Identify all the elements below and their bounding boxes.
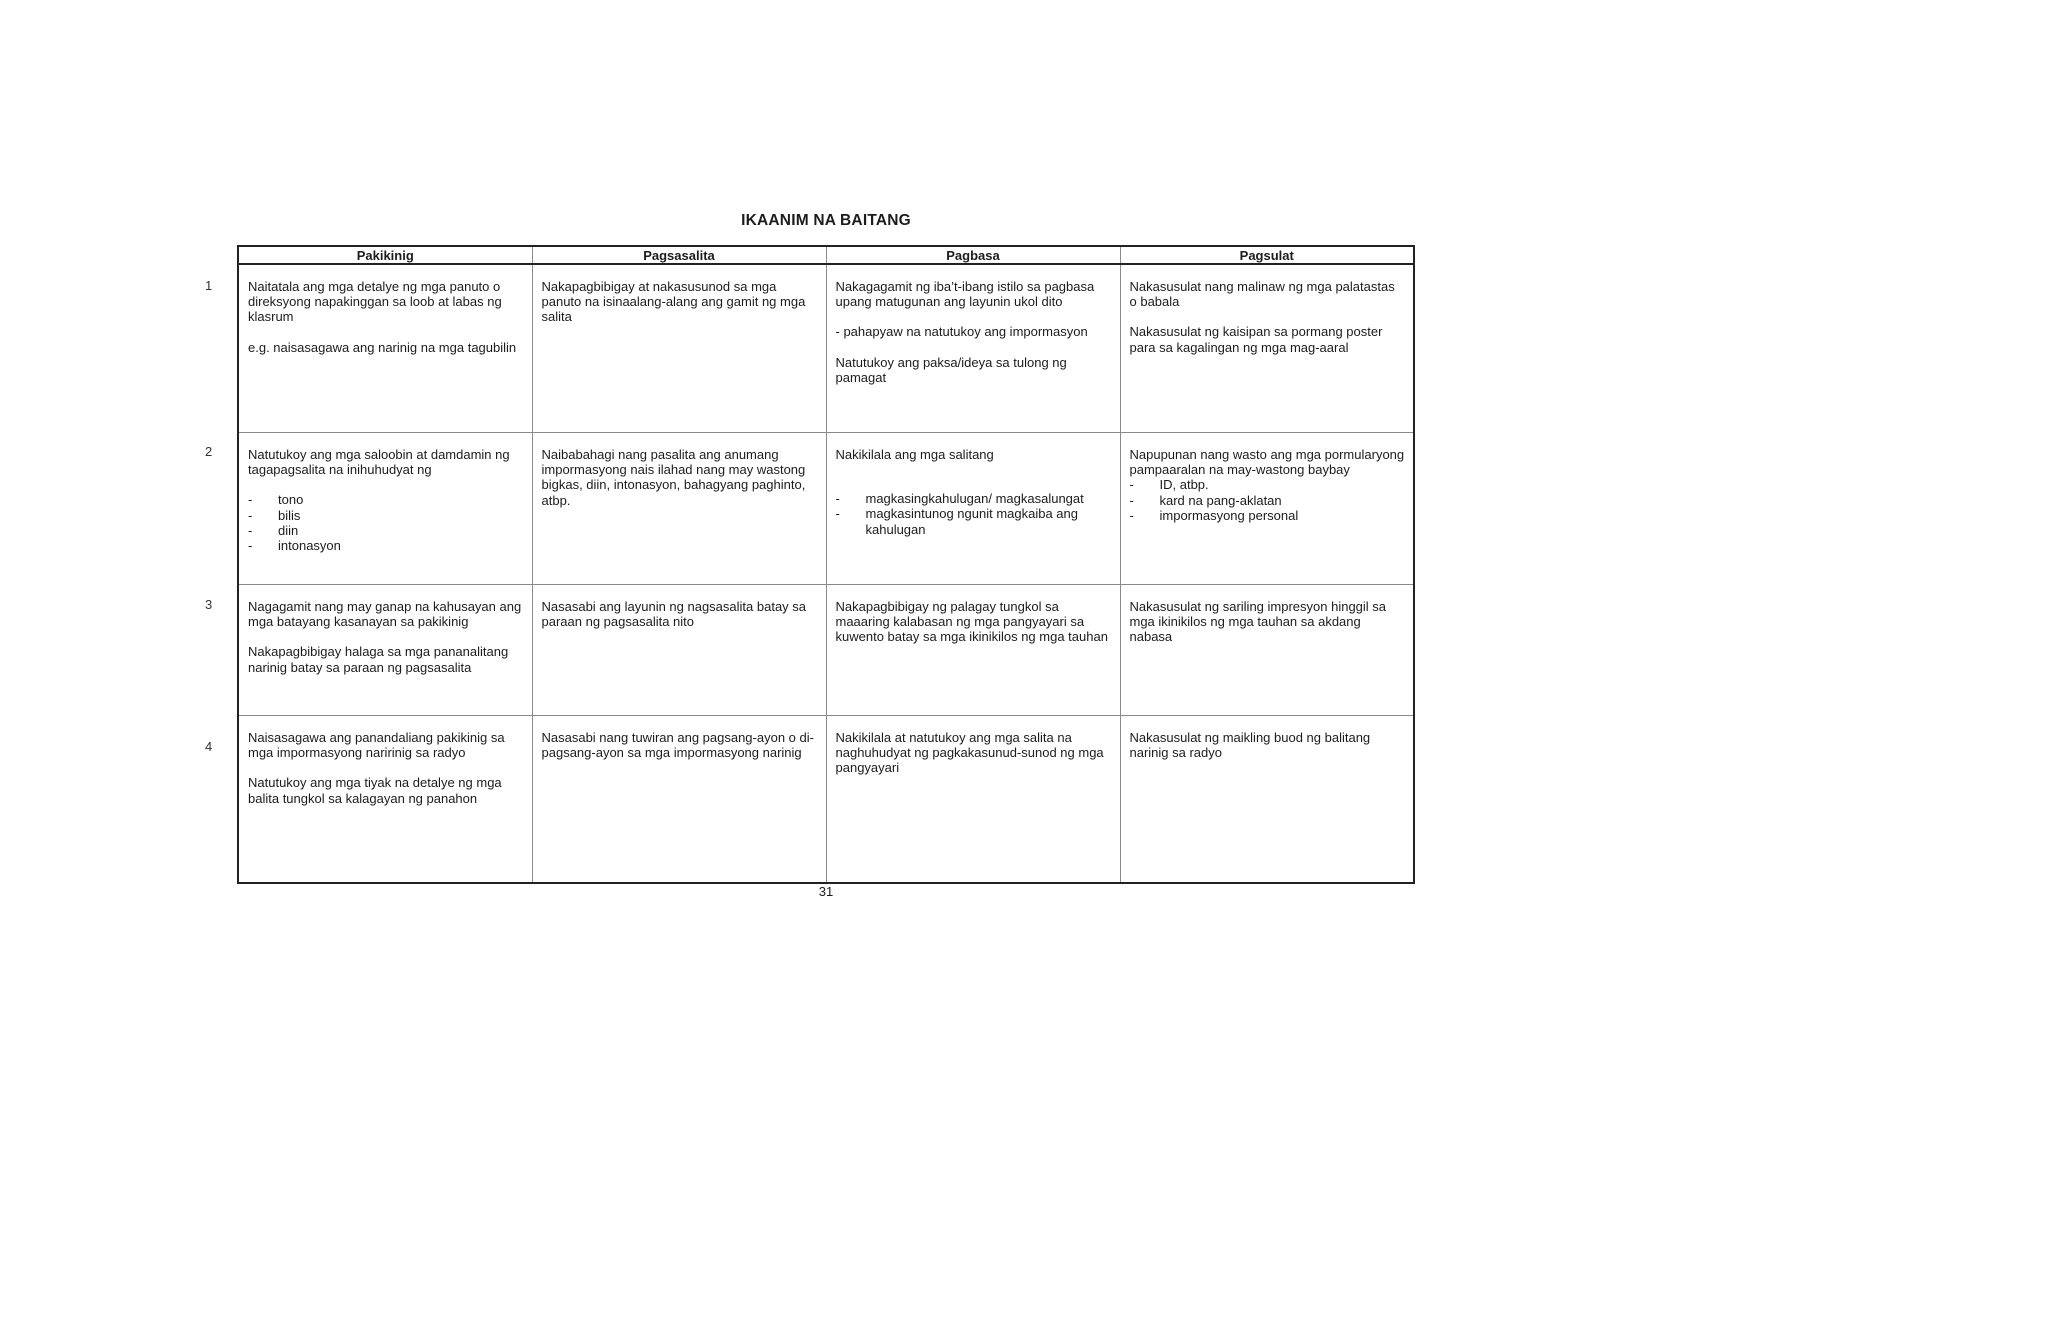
curriculum-table [237, 245, 1415, 884]
cell-text: Nakikilala at natutukoy ang mga salita na naghuhudyat ng pagkakasunud-sunod ng mga pangyayari [835, 730, 1104, 776]
cell-text: Nasasabi nang tuwiran ang pagsang-ayon o di-pagsang-ayon sa mga impormasyong narinig [541, 730, 814, 761]
table-row [238, 433, 1414, 585]
list-item: - kard na pang-aklatan [1130, 493, 1406, 508]
cell-text: Napupunan nang wasto ang mga pormularyong pampaaralan na may-wastong baybay [1129, 447, 1405, 478]
cell-pakikinig [238, 716, 532, 884]
cell-pakikinig [238, 264, 532, 433]
cell-text: Nakagagamit ng iba’t-ibang istilo sa pagbasa upang matugunan ang layunin ukol dito [835, 279, 1095, 310]
cell-pakikinig [238, 433, 532, 585]
cell-text: Natutukoy ang mga tiyak na detalye ng mga balita tungkol sa kalagayan ng panahon [248, 775, 502, 806]
cell-pagsulat [1120, 585, 1414, 716]
page-title: IKAANIM NA BAITANG [741, 212, 911, 229]
page-number: 31 [818, 884, 834, 899]
cell-pagbasa [826, 264, 1120, 433]
cell-pagbasa [826, 433, 1120, 585]
row-number: 2 [205, 444, 213, 459]
cell-text: Nagagamit nang may ganap na kahusayan ang mga batayang kasanayan sa pakikinig [248, 599, 522, 630]
row-number: 1 [205, 278, 213, 293]
cell-pakikinig [238, 585, 532, 716]
cell-pagsasalita [532, 716, 826, 884]
cell-pagsulat [1120, 264, 1414, 433]
list-item: - diin [248, 523, 524, 538]
cell-text: Nasasabi ang layunin ng nagsasalita batay sa paraan ng pagsasalita nito [541, 599, 807, 630]
cell-text: - pahapyaw na natutukoy ang impormasyon [835, 324, 1088, 340]
cell-text: Nakasusulat nang malinaw ng mga palatastas o babala [1129, 279, 1395, 310]
cell-pagbasa [826, 716, 1120, 884]
cell-text: Naisasagawa ang panandaliang pakikinig sa mga impormasyong naririnig sa radyo [248, 730, 505, 761]
cell-text: Nakikilala ang mga salitang [835, 447, 994, 462]
column-header-pagbasa: Pagbasa [826, 246, 1120, 264]
cell-pagsulat [1120, 433, 1414, 585]
cell-pagsasalita [532, 264, 826, 433]
cell-pagsulat [1120, 716, 1414, 884]
table-row [238, 585, 1414, 716]
cell-pagsasalita [532, 585, 826, 716]
cell-text: Naitatala ang mga detalye ng mga panuto o direksyong napakinggan sa loob at labas ng klasrum [248, 279, 502, 325]
table-row [238, 716, 1414, 884]
table-header-row [238, 246, 1414, 264]
list-item: - impormasyong personal [1130, 508, 1406, 523]
column-header-pagsasalita: Pagsasalita [532, 246, 826, 264]
table-row [238, 264, 1414, 433]
cell-text: Nakapagbibigay halaga sa mga pananalitang narinig batay sa paraan ng pagsasalita [248, 644, 509, 675]
cell-pagbasa [826, 585, 1120, 716]
column-header-pagsulat: Pagsulat [1120, 246, 1414, 264]
list-item: - bilis [248, 508, 524, 523]
cell-text: Nakasusulat ng sariling impresyon hinggil sa mga ikinikilos ng mga tauhan sa akdang nabasa [1129, 599, 1387, 645]
list-item: - intonasyon [248, 538, 524, 553]
list-item: - tono [248, 492, 524, 507]
list-item: - magkasingkahulugan/ magkasalungat [836, 491, 1112, 506]
bullet-list [248, 492, 524, 553]
column-header-pakikinig: Pakikinig [238, 246, 532, 264]
cell-text: Naibabahagi nang pasalita ang anumang impormasyong nais ilahad nang may wastong bigkas, diin, intonasyon, bahagyang paghinto, atbp. [541, 447, 806, 508]
row-number: 3 [205, 597, 213, 612]
cell-text: Nakasusulat ng kaisipan sa pormang poster para sa kagalingan ng mga mag-aaral [1129, 324, 1383, 355]
cell-pagsasalita [532, 433, 826, 585]
cell-text: Nakapagbibigay ng palagay tungkol sa maaaring kalabasan ng mga pangyayari sa kuwento batay sa mga ikinikilos ng mga tauhan [835, 599, 1108, 645]
cell-text: Nakapagbibigay at nakasusunod sa mga panuto na isinaalang-alang ang gamit ng mga salita [541, 279, 806, 325]
cell-text: Natutukoy ang mga saloobin at damdamin ng tagapagsalita na inihuhudyat ng [248, 447, 510, 478]
cell-text: Natutukoy ang paksa/ideya sa tulong ng pamagat [835, 354, 1067, 385]
row-number: 4 [205, 739, 213, 754]
cell-text: e.g. naisasagawa ang narinig na mga tagubilin [248, 339, 517, 355]
cell-text: Nakasusulat ng maikling buod ng balitang narinig sa radyo [1129, 730, 1371, 761]
bullet-list [836, 491, 1112, 537]
list-item: - magkasintunog ngunit magkaiba ang kahulugan [836, 506, 1112, 536]
bullet-list [1130, 477, 1406, 523]
list-item: - ID, atbp. [1130, 477, 1406, 492]
